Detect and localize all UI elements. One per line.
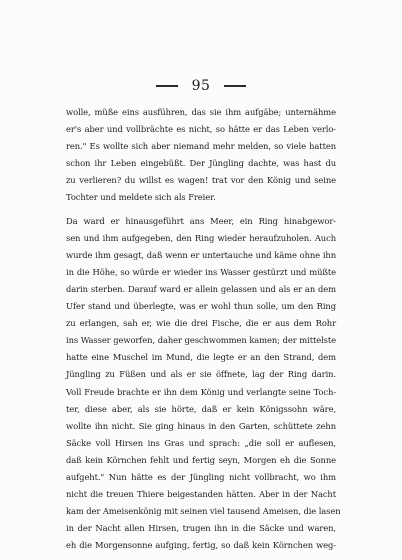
text-line: zu verlieren? du willst es wagen! trat vor den König und seine xyxy=(66,175,336,186)
paragraph-2 xyxy=(66,213,341,555)
text-line: Voll Freude brachte er ihn dem König und verlangte seine Toch- xyxy=(66,386,336,397)
text-line: sen und ihm aufgegeben, den Ring wieder heraufzuholen. Auch xyxy=(66,232,336,243)
text-line: aufgeht." Nun hätte es der Jüngling nicht vollbracht, wo ihm xyxy=(66,471,336,482)
text-line: Da ward er hinausgeführt ans Meer, ein Ring hinabgewor- xyxy=(66,215,336,226)
text-line: Jüngling zu Füßen und als er sie öffnete, lag der Ring darin. xyxy=(66,369,336,380)
page-number: 95 xyxy=(191,78,211,94)
paragraph-1 xyxy=(66,104,336,207)
page-header xyxy=(0,78,402,94)
text-line: zu erlangen, sah er, wie die drei Fische, die er aus dem Rohr xyxy=(66,318,336,329)
text-line: hatte eine Muschel im Mund, die legte er an den Strand, dem xyxy=(66,352,336,363)
text-line: wurde ihm gesagt, daß wenn er untertauche und käme ohne ihn xyxy=(66,249,336,260)
header-dash-left xyxy=(156,85,178,87)
text-line: wollte ihn nicht. Sie ging hinaus in den Garten, schüttete zehn xyxy=(66,420,336,431)
text-line: ins Wasser geworfen, daher geschwommen kamen; der mittelste xyxy=(66,335,336,346)
page-body xyxy=(66,104,341,560)
text-line: in der Nacht allen Hirsen, trugen ihn in die Säcke und waren, xyxy=(66,523,336,534)
text-line: ter, diese aber, als sie hörte, daß er kein Königssohn wäre, xyxy=(66,403,336,414)
text-line: schon ihr Leben eingebüßt. Der Jüngling dachte, was hast du xyxy=(66,158,336,169)
text-line: nicht die treuen Thiere beigestanden hätten. Aber in der Nacht xyxy=(66,489,336,500)
text-line: kam der Ameisenkönig mit seinen viel tausend Ameisen, die lasen xyxy=(66,506,341,517)
text-line: ren." Es wollte sich aber niemand mehr melden, so viele hatten xyxy=(66,141,336,152)
text-line: eh die Morgensonne aufging, fertig, so daß kein Körnchen weg- xyxy=(66,540,336,551)
text-line: Säcke voll Hirsen ins Gras und sprach: „die soll er auflesen, xyxy=(66,437,336,448)
header-dash-right xyxy=(224,85,246,87)
text-line: Tochter und meldete sich als Freier. xyxy=(66,192,216,203)
text-line: darin sterben. Darauf ward er allein gelassen und als er an dem xyxy=(66,283,336,294)
text-line: Ufer stand und überlegte, was er wohl thun solle, um den Ring xyxy=(66,301,336,312)
text-line: wolle, müße eins ausführen, das sie ihm aufgäbe; unternähme xyxy=(66,107,336,117)
text-line: er's aber und vollbrächte es nicht, so hätte er das Leben verlo- xyxy=(66,124,336,135)
text-line: in die Höhe, so würde er wieder ins Wasser gestürzt und müßte xyxy=(66,266,336,277)
text-line: daß kein Körnchen fehlt und fertig seyn, Morgen eh die Sonne xyxy=(66,454,336,465)
